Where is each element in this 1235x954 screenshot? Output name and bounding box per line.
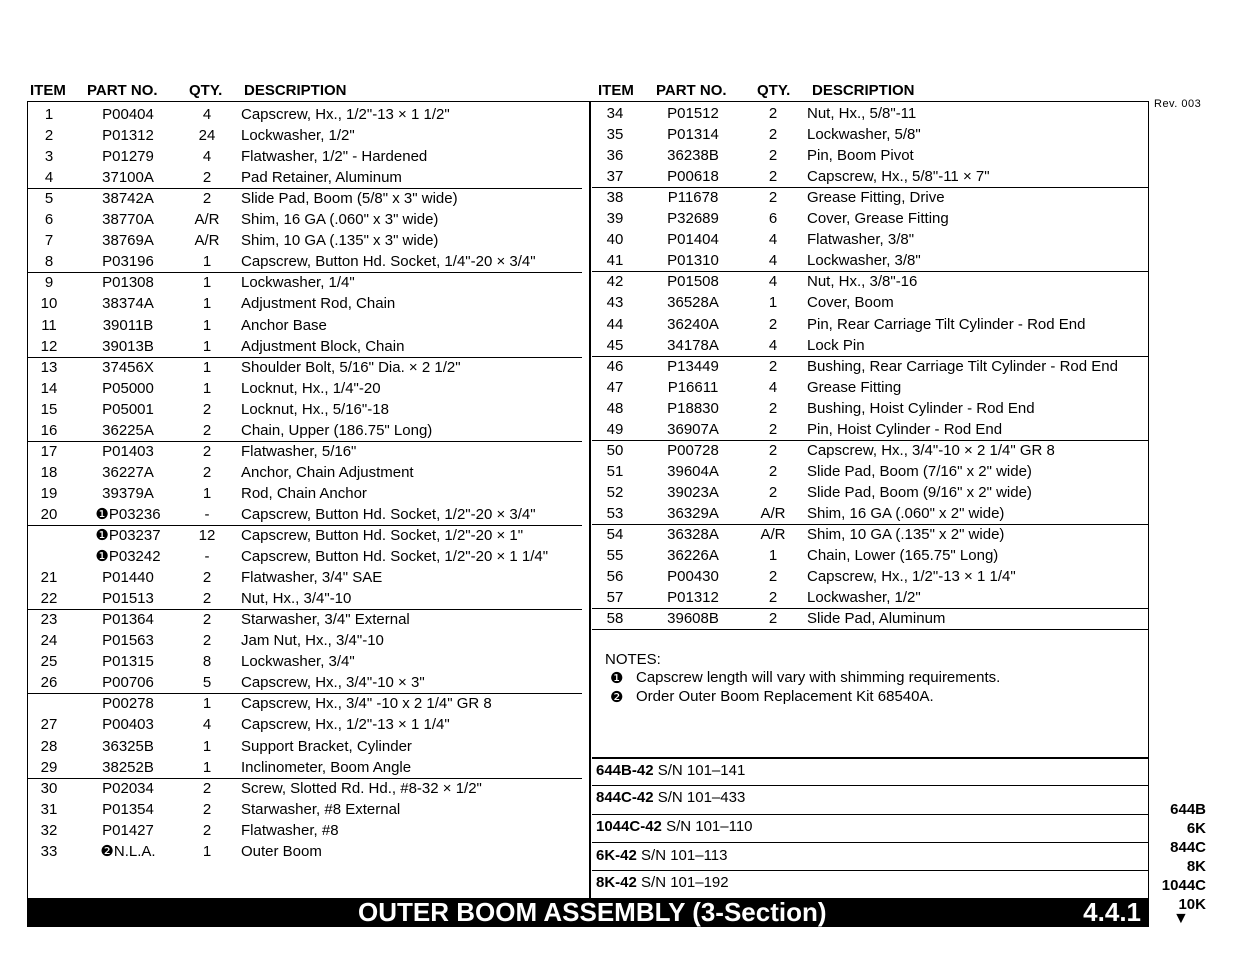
part-number: P01512 <box>667 105 719 122</box>
item-number: 31 <box>40 800 58 818</box>
note-2-text: Order Outer Boom Replacement Kit 68540A. <box>636 688 934 705</box>
quantity: 2 <box>202 569 212 587</box>
item-number: 20 <box>40 505 58 523</box>
item-number: 39 <box>606 210 624 228</box>
item-number: 19 <box>40 484 58 502</box>
description: Anchor Base <box>241 316 327 334</box>
item-number: 45 <box>606 336 624 354</box>
part-number: 36528A <box>667 294 719 312</box>
part-number: 36225A <box>102 421 154 439</box>
quantity: A/R <box>760 504 786 522</box>
quantity: 2 <box>768 357 778 375</box>
serial-box-5 <box>592 870 1149 891</box>
item-number: 21 <box>40 569 58 587</box>
quantity: 2 <box>202 611 212 629</box>
group-divider <box>592 440 1149 441</box>
description: Shoulder Bolt, 5/16" Dia. × 2 1/2" <box>241 358 461 376</box>
serial-range: S/N 101–113 <box>641 847 728 864</box>
description: Flatwasher, 3/8" <box>807 231 915 249</box>
group-divider <box>28 357 582 358</box>
item-number: 27 <box>40 716 58 734</box>
item-number: 34 <box>606 105 624 122</box>
part-number: 38770A <box>102 211 154 229</box>
part-number: P01312 <box>667 589 719 607</box>
quantity: 2 <box>768 610 778 628</box>
item-number: 43 <box>606 294 624 312</box>
description: Starwasher, 3/4" External <box>241 611 410 629</box>
revision-label: Rev. 003 <box>1154 98 1202 110</box>
quantity: 1 <box>202 379 212 397</box>
quantity: 4 <box>202 716 212 734</box>
right-header-desc: DESCRIPTION <box>812 82 915 99</box>
quantity: 2 <box>768 189 778 207</box>
quantity: 1 <box>202 253 212 271</box>
item-number: 5 <box>44 190 54 208</box>
part-number: 36325B <box>102 737 154 755</box>
serial-model: 644B-42 <box>596 762 654 779</box>
description: Lockwasher, 1/2" <box>241 127 355 145</box>
description: Lockwasher, 1/4" <box>241 274 355 292</box>
model-label: 1044C <box>1161 877 1206 894</box>
group-divider <box>28 609 582 610</box>
description: Shim, 16 GA (.060" x 2" wide) <box>807 504 1005 522</box>
item-number: 40 <box>606 231 624 249</box>
item-number: 57 <box>606 589 624 607</box>
item-number: 41 <box>606 252 624 270</box>
quantity: 1 <box>202 737 212 755</box>
model-list <box>1162 800 1206 914</box>
item-number: 14 <box>40 379 58 397</box>
part-number: P01308 <box>102 274 154 292</box>
quantity: 2 <box>768 420 778 438</box>
description: Lock Pin <box>807 336 865 354</box>
item-number: 32 <box>40 821 58 839</box>
part-number: 36907A <box>667 420 719 438</box>
part-number: 37456X <box>102 358 154 376</box>
quantity: 2 <box>202 190 212 208</box>
part-number: P01354 <box>102 800 154 818</box>
part-number: ❷N.L.A. <box>100 842 156 860</box>
item-number: 28 <box>40 737 58 755</box>
description: Cover, Grease Fitting <box>807 210 949 228</box>
description: Nut, Hx., 3/8"-16 <box>807 273 918 291</box>
part-number: P01279 <box>102 148 154 166</box>
description: Anchor, Chain Adjustment <box>241 463 414 481</box>
part-number: 37100A <box>102 169 154 187</box>
description: Flatwasher, 1/2" - Hardened <box>241 148 428 166</box>
quantity: 24 <box>198 127 216 145</box>
part-number: ❶P03236 <box>95 505 161 523</box>
quantity: 2 <box>768 462 778 480</box>
group-divider <box>28 188 582 189</box>
item-number: 52 <box>606 483 624 501</box>
quantity: 4 <box>768 273 778 291</box>
quantity: 4 <box>768 378 778 396</box>
quantity: 1 <box>768 294 778 312</box>
quantity: 1 <box>202 274 212 292</box>
group-divider <box>592 629 1149 630</box>
item-number: 55 <box>606 547 624 565</box>
part-number: P11678 <box>667 189 719 207</box>
quantity: - <box>204 548 210 566</box>
item-number: 54 <box>606 526 624 543</box>
part-number: P32689 <box>667 210 719 228</box>
quantity: 2 <box>768 589 778 607</box>
description: Rod, Chain Anchor <box>241 484 367 502</box>
part-number: P02034 <box>102 779 154 797</box>
item-number: 47 <box>606 378 624 396</box>
note-1-symbol: ❶ <box>610 670 624 687</box>
part-number: P00728 <box>667 441 719 459</box>
item-number: 22 <box>40 590 58 608</box>
quantity: 4 <box>768 336 778 354</box>
group-divider <box>28 778 582 779</box>
part-number: 39023A <box>667 483 719 501</box>
item-number: 9 <box>44 274 54 292</box>
description: Flatwasher, #8 <box>241 821 339 839</box>
description: Capscrew, Button Hd. Socket, 1/4"-20 × 3/4" <box>241 253 536 271</box>
quantity: 2 <box>768 441 778 459</box>
item-number: 1 <box>44 106 54 123</box>
description: Jam Nut, Hx., 3/4"-10 <box>241 632 384 650</box>
quantity: A/R <box>760 526 786 543</box>
model-label: 8K <box>1186 858 1206 875</box>
item-number: 12 <box>40 337 58 355</box>
description: Chain, Upper (186.75" Long) <box>241 421 433 439</box>
part-number: P05001 <box>102 400 154 418</box>
item-number: 33 <box>40 842 58 860</box>
part-number: P01440 <box>102 569 154 587</box>
description: Pad Retainer, Aluminum <box>241 169 402 187</box>
model-label: 844C <box>1170 839 1206 856</box>
quantity: 2 <box>202 400 212 418</box>
item-number: 2 <box>44 127 54 145</box>
description: Bushing, Rear Carriage Tilt Cylinder - Rod End <box>807 357 1118 375</box>
right-header-part: PART NO. <box>656 82 727 99</box>
description: Capscrew, Hx., 5/8"-11 × 7" <box>807 168 990 186</box>
quantity: 12 <box>198 527 216 544</box>
title-bar <box>27 898 1149 927</box>
item-number: 51 <box>606 462 624 480</box>
quantity: 1 <box>202 358 212 376</box>
note-1-text: Capscrew length will vary with shimming requirements. <box>636 669 1001 686</box>
description: Pin, Hoist Cylinder - Rod End <box>807 420 1003 438</box>
part-number: P01314 <box>667 126 719 144</box>
description: Flatwasher, 5/16" <box>241 442 357 460</box>
part-number: P01404 <box>667 231 719 249</box>
note-2-symbol: ❷ <box>610 689 624 706</box>
description: Slide Pad, Boom (5/8" x 3" wide) <box>241 190 458 208</box>
part-number: P01315 <box>102 653 154 671</box>
part-number: 39379A <box>102 484 154 502</box>
group-divider <box>592 271 1149 272</box>
part-number: ❶P03242 <box>95 548 161 566</box>
description: Lockwasher, 3/8" <box>807 252 921 270</box>
part-number: P00706 <box>102 674 154 692</box>
item-number: 30 <box>40 779 58 797</box>
description: Locknut, Hx., 5/16"-18 <box>241 400 389 418</box>
quantity: 1 <box>202 842 212 860</box>
description: Screw, Slotted Rd. Hd., #8-32 × 1/2" <box>241 779 482 797</box>
quantity: 6 <box>768 210 778 228</box>
item-number: 38 <box>606 189 624 207</box>
part-number: P00404 <box>102 106 154 123</box>
description: Lockwasher, 3/4" <box>241 653 355 671</box>
description: Capscrew, Button Hd. Socket, 1/2"-20 × 3/4" <box>241 505 536 523</box>
part-number: 36227A <box>102 463 154 481</box>
part-number: 36329A <box>667 504 719 522</box>
quantity: 2 <box>202 442 212 460</box>
description: Pin, Boom Pivot <box>807 147 914 165</box>
description: Grease Fitting <box>807 378 902 396</box>
description: Capscrew, Hx., 3/4"-10 × 3" <box>241 674 425 692</box>
description: Locknut, Hx., 1/4"-20 <box>241 379 381 397</box>
quantity: 4 <box>768 252 778 270</box>
serial-model: 8K-42 <box>596 874 637 891</box>
group-divider <box>28 693 582 694</box>
left-header-qty: QTY. <box>189 82 223 99</box>
page-title: OUTER BOOM ASSEMBLY (3-Section) <box>358 897 827 927</box>
item-number: 18 <box>40 463 58 481</box>
item-number: 36 <box>606 147 624 165</box>
quantity: A/R <box>194 211 220 229</box>
item-number: 29 <box>40 758 58 776</box>
part-number: P01312 <box>102 127 154 145</box>
left-header-item: ITEM <box>30 82 66 99</box>
description: Capscrew, Hx., 1/2"-13 × 1 1/2" <box>241 106 450 123</box>
part-number: P00618 <box>667 168 719 186</box>
part-number: 38769A <box>102 232 154 250</box>
right-header-qty: QTY. <box>757 82 791 99</box>
item-number: 53 <box>606 504 624 522</box>
model-label: 644B <box>1170 801 1206 818</box>
quantity: 1 <box>202 316 212 334</box>
part-number: P01427 <box>102 821 154 839</box>
part-number: 39604A <box>667 462 719 480</box>
item-number: 48 <box>606 399 624 417</box>
part-number: 39011B <box>102 316 154 334</box>
quantity: 2 <box>202 779 212 797</box>
item-number: 50 <box>606 441 624 459</box>
quantity: 2 <box>202 590 212 608</box>
part-number: 36328A <box>667 526 719 543</box>
part-number: ❶P03237 <box>95 527 161 544</box>
group-divider <box>28 525 582 526</box>
part-number: 34178A <box>667 336 719 354</box>
item-number: 11 <box>41 316 57 334</box>
serial-box-1 <box>592 757 1149 779</box>
quantity: 4 <box>768 231 778 249</box>
serial-range: S/N 101–192 <box>641 874 729 891</box>
part-number: P13449 <box>667 357 719 375</box>
item-number: 3 <box>44 148 54 166</box>
quantity: 4 <box>202 106 212 123</box>
description: Chain, Lower (165.75" Long) <box>807 547 999 565</box>
left-header-desc: DESCRIPTION <box>244 82 347 99</box>
description: Lockwasher, 1/2" <box>807 589 921 607</box>
description: Capscrew, Hx., 1/2"-13 × 1 1/4" <box>241 716 450 734</box>
quantity: 2 <box>202 632 212 650</box>
part-number: 36226A <box>667 547 719 565</box>
part-number: 38252B <box>102 758 154 776</box>
description: Shim, 16 GA (.060" x 3" wide) <box>241 211 439 229</box>
description: Shim, 10 GA (.135" x 3" wide) <box>241 232 439 250</box>
section-number: 4.4.1 <box>1083 897 1141 927</box>
description: Nut, Hx., 5/8"-11 <box>807 105 917 122</box>
part-number: P18830 <box>667 399 719 417</box>
group-divider <box>592 187 1149 188</box>
group-divider <box>28 272 582 273</box>
part-number: P00403 <box>102 716 154 734</box>
part-number: P01508 <box>667 273 719 291</box>
description: Capscrew, Hx., 3/4" -10 x 2 1/4" GR 8 <box>241 695 492 713</box>
part-number: P01310 <box>667 252 719 270</box>
description: Slide Pad, Boom (7/16" x 2" wide) <box>807 462 1032 480</box>
item-number: 42 <box>606 273 624 291</box>
description: Capscrew, Hx., 1/2"-13 × 1 1/4" <box>807 568 1016 586</box>
quantity: 2 <box>202 800 212 818</box>
item-number: 7 <box>44 232 54 250</box>
part-number: P05000 <box>102 379 154 397</box>
serial-box-4 <box>592 842 1149 864</box>
description: Capscrew, Button Hd. Socket, 1/2"-20 × 1 1/4" <box>241 548 549 566</box>
quantity: 5 <box>202 674 212 692</box>
part-number: P00430 <box>667 568 719 586</box>
quantity: 1 <box>202 695 212 713</box>
quantity: 2 <box>202 169 212 187</box>
item-number: 15 <box>40 400 58 418</box>
item-number: 16 <box>40 421 58 439</box>
serial-model: 1044C-42 <box>596 818 662 835</box>
description: Slide Pad, Boom (9/16" x 2" wide) <box>807 483 1032 501</box>
quantity: 2 <box>768 147 778 165</box>
item-number: 25 <box>40 653 58 671</box>
part-number: P01364 <box>102 611 154 629</box>
item-number: 8 <box>44 253 54 271</box>
part-number: 39013B <box>102 337 154 355</box>
notes-title: NOTES: <box>605 651 661 668</box>
next-page-arrow-icon[interactable]: ▼ <box>1173 910 1189 927</box>
quantity: 2 <box>202 463 212 481</box>
description: Inclinometer, Boom Angle <box>241 758 412 776</box>
description: Flatwasher, 3/4" SAE <box>241 569 383 587</box>
description: Capscrew, Hx., 3/4"-10 × 2 1/4" GR 8 <box>807 441 1055 459</box>
quantity: 1 <box>202 758 212 776</box>
item-number: 26 <box>40 674 58 692</box>
part-number: P16611 <box>667 378 719 396</box>
left-header-part: PART NO. <box>87 82 158 99</box>
serial-range: S/N 101–433 <box>657 789 746 806</box>
model-label: 6K <box>1186 820 1206 837</box>
item-number: 58 <box>606 610 624 628</box>
part-number: P01513 <box>102 590 154 608</box>
item-number: 6 <box>44 211 54 229</box>
item-number: 35 <box>606 126 624 144</box>
quantity: 2 <box>768 568 778 586</box>
part-number: P01563 <box>102 632 154 650</box>
item-number: 23 <box>40 611 58 629</box>
description: Adjustment Rod, Chain <box>241 295 396 313</box>
part-number: 39608B <box>667 610 719 628</box>
description: Pin, Rear Carriage Tilt Cylinder - Rod End <box>807 315 1086 333</box>
part-number: 38742A <box>102 190 154 208</box>
part-number: 36240A <box>667 315 719 333</box>
description: Slide Pad, Aluminum <box>807 610 946 628</box>
part-number: P00278 <box>102 695 154 713</box>
part-number: 36238B <box>667 147 719 165</box>
description: Shim, 10 GA (.135" x 2" wide) <box>807 526 1005 543</box>
description: Lockwasher, 5/8" <box>807 126 921 144</box>
group-divider <box>592 608 1149 609</box>
quantity: 8 <box>202 653 212 671</box>
description: Adjustment Block, Chain <box>241 337 405 355</box>
quantity: 2 <box>768 315 778 333</box>
model-label: 10K <box>1178 896 1206 913</box>
item-number: 49 <box>606 420 624 438</box>
quantity: 2 <box>768 168 778 186</box>
quantity: 4 <box>202 148 212 166</box>
part-number: P03196 <box>102 253 154 271</box>
quantity: 1 <box>202 337 212 355</box>
quantity: 2 <box>768 483 778 501</box>
quantity: 2 <box>202 421 212 439</box>
item-number: 13 <box>40 358 58 376</box>
quantity: 1 <box>202 484 212 502</box>
item-number: 24 <box>40 632 58 650</box>
group-divider <box>592 524 1149 525</box>
item-number: 56 <box>606 568 624 586</box>
item-number: 10 <box>40 295 58 313</box>
group-divider <box>592 356 1149 357</box>
description: Bushing, Hoist Cylinder - Rod End <box>807 399 1035 417</box>
description: Starwasher, #8 External <box>241 800 401 818</box>
right-header-item: ITEM <box>598 82 634 99</box>
description: Grease Fitting, Drive <box>807 189 945 207</box>
serial-box-2 <box>592 785 1149 806</box>
part-number: P01403 <box>102 442 154 460</box>
item-number: 46 <box>606 357 624 375</box>
quantity: - <box>204 505 210 523</box>
item-number: 4 <box>44 169 54 187</box>
description: Support Bracket, Cylinder <box>241 737 412 755</box>
serial-model: 844C-42 <box>596 789 654 806</box>
item-number: 37 <box>606 168 624 186</box>
quantity: A/R <box>194 232 220 250</box>
quantity: 2 <box>768 126 778 144</box>
description: Outer Boom <box>241 842 322 860</box>
serial-range: S/N 101–110 <box>666 818 753 835</box>
quantity: 2 <box>768 105 778 122</box>
quantity: 1 <box>768 547 778 565</box>
description: Capscrew, Button Hd. Socket, 1/2"-20 × 1" <box>241 527 524 544</box>
description: Nut, Hx., 3/4"-10 <box>241 590 352 608</box>
part-number: 38374A <box>102 295 154 313</box>
quantity: 1 <box>202 295 212 313</box>
serial-model: 6K-42 <box>596 847 637 864</box>
group-divider <box>28 441 582 442</box>
serial-box-3 <box>592 814 1149 835</box>
item-number: 44 <box>606 315 624 333</box>
item-number: 17 <box>40 442 58 460</box>
description: Cover, Boom <box>807 294 894 312</box>
serial-range: S/N 101–141 <box>657 762 746 779</box>
quantity: 2 <box>202 821 212 839</box>
quantity: 2 <box>768 399 778 417</box>
